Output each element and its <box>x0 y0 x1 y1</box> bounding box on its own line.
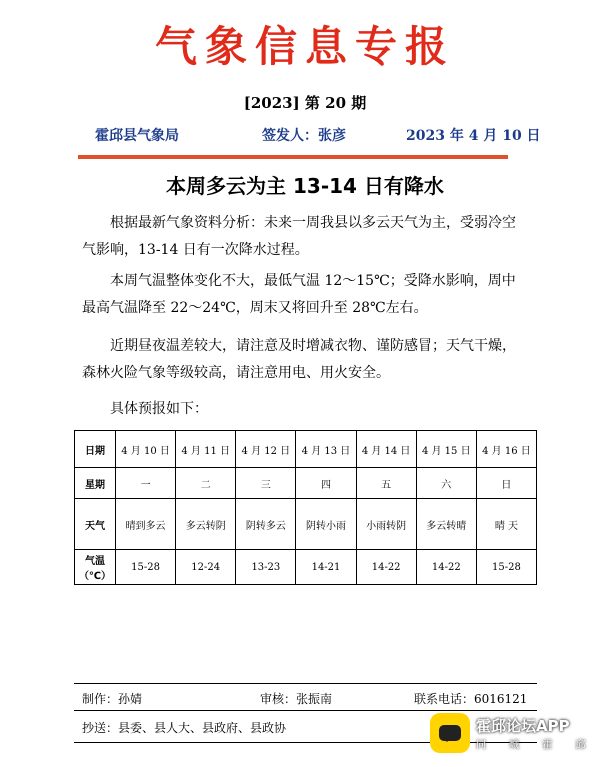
watermark-title: 霍邱论坛APP <box>476 717 570 735</box>
cell-weather: 晴到多云 <box>116 499 176 550</box>
cell-temp: 15-28 <box>116 550 176 585</box>
contact-phone: 联系电话：6016121 <box>414 692 528 706</box>
cell-weekday: 日 <box>476 468 536 499</box>
cell-date: 4 月 14 日 <box>356 431 416 468</box>
row-label-weather: 天气 <box>75 499 116 550</box>
cell-date: 4 月 10 日 <box>116 431 176 468</box>
cell-weather: 多云转阴 <box>176 499 236 550</box>
cell-weekday: 三 <box>236 468 296 499</box>
cell-temp: 15-28 <box>476 550 536 585</box>
cell-temp: 14-21 <box>296 550 356 585</box>
paragraph-4: 具体预报如下： <box>110 401 208 417</box>
headline: 本周多云为主 13-14 日有降水 <box>166 174 444 198</box>
cell-weekday: 五 <box>356 468 416 499</box>
cell-date: 4 月 12 日 <box>236 431 296 468</box>
cell-date: 4 月 16 日 <box>476 431 536 468</box>
app-watermark <box>430 708 600 758</box>
watermark-subtitle: 同 城 霍 邱 <box>476 740 596 751</box>
cell-weather: 多云转晴 <box>416 499 476 550</box>
header-divider <box>78 155 508 159</box>
cell-weather: 晴 天 <box>476 499 536 550</box>
cell-weekday: 四 <box>296 468 356 499</box>
row-label-temp-line2: （℃） <box>78 571 112 582</box>
issue-date: 2023 年 4 月 10 日 <box>406 128 541 144</box>
table-row <box>75 431 537 468</box>
cell-weather: 小雨转阴 <box>356 499 416 550</box>
cell-weekday: 二 <box>176 468 236 499</box>
reviewer: 审核：张振南 <box>260 692 333 706</box>
table-row <box>75 550 537 585</box>
signer: 签发人：张彦 <box>262 128 346 144</box>
paragraph-1: 根据最新气象资料分析：未来一周我县以多云天气为主，受弱冷空气影响，13-14 日有一次降水过程。 <box>82 215 516 258</box>
cell-date: 4 月 15 日 <box>416 431 476 468</box>
cell-temp: 13-23 <box>236 550 296 585</box>
footer-top-rule <box>74 683 537 684</box>
author: 制作：孙婧 <box>82 692 143 706</box>
cell-weekday: 一 <box>116 468 176 499</box>
row-label-temp <box>75 550 116 585</box>
agency-name: 霍邱县气象局 <box>95 128 179 144</box>
issue-number: [2023] 第 20 期 <box>243 94 367 112</box>
forecast-table <box>74 430 537 585</box>
table-row <box>75 468 537 499</box>
bulletin-title: 气象信息专报 <box>154 22 455 71</box>
chat-bubble-icon <box>430 713 470 753</box>
row-label-date: 日期 <box>75 431 116 468</box>
cell-date: 4 月 13 日 <box>296 431 356 468</box>
cell-temp: 12-24 <box>176 550 236 585</box>
row-label-temp-line1: 气温 <box>85 556 105 567</box>
paragraph-2: 本周气温整体变化不大，最低气温 12～15℃；受降水影响，周中最高气温降至 22～24℃，周末又将回升至 28℃左右。 <box>82 273 516 316</box>
table-row <box>75 499 537 550</box>
row-label-weekday: 星期 <box>75 468 116 499</box>
cell-temp: 14-22 <box>416 550 476 585</box>
cell-temp: 14-22 <box>356 550 416 585</box>
cc-list: 抄送：县委、县人大、县政府、县政协 <box>82 721 287 735</box>
cell-weather: 阴转多云 <box>236 499 296 550</box>
cell-date: 4 月 11 日 <box>176 431 236 468</box>
paragraph-3: 近期昼夜温差较大，请注意及时增减衣物、谨防感冒；天气干燥，森林火险气象等级较高，请注意用电、用火安全。 <box>82 338 516 381</box>
cell-weekday: 六 <box>416 468 476 499</box>
cell-weather: 阴转小雨 <box>296 499 356 550</box>
